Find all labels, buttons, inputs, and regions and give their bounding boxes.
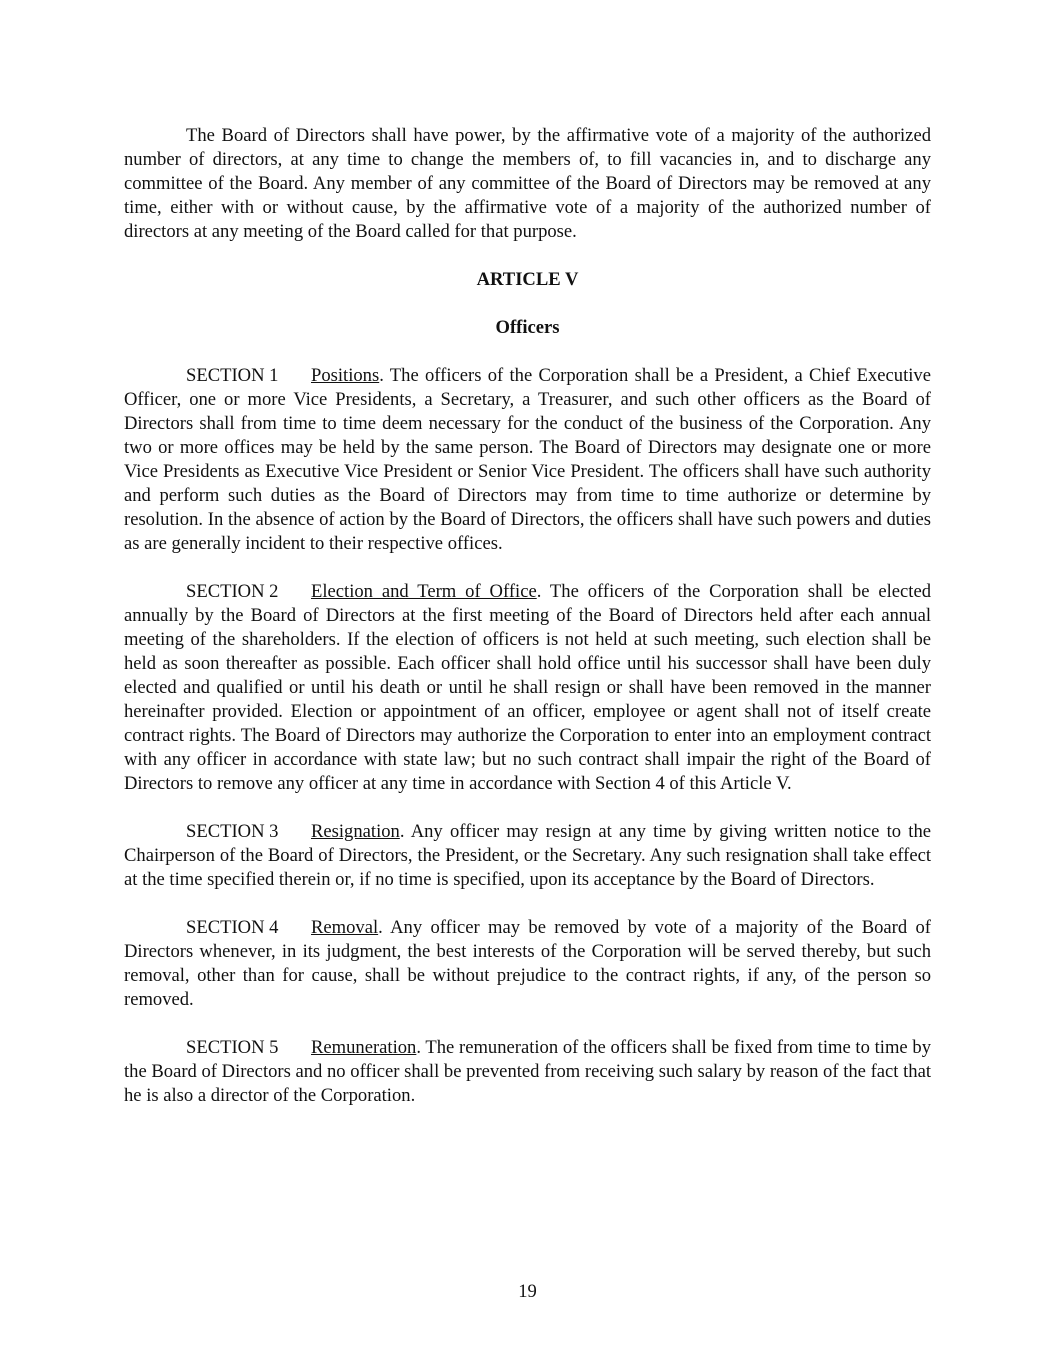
document-page [124, 124, 931, 1132]
section-title: Election and Term of Office [311, 581, 537, 602]
section-body: . The officers of the Corporation shall be a President, a Chief Executive Officer, one or more Vice Presidents, a Secretary, a Treasurer, and such other officers as the Board of Directors shall from time to time deem necessary for the conduct of the business of the Corporation. Any two or more offices may be held by the same person. The Board of Directors may designate one or more Vice Presidents as Executive Vice President or Senior Vice President. The officers shall have such authority and perform such duties as the Board of Directors may from time to time authorize or determine by resolution. In the absence of action by the Board of Directors, the officers shall have such powers and duties as are generally incident to their respective offices. [124, 365, 931, 554]
section-number: SECTION 3 [186, 821, 279, 842]
section-number: SECTION 2 [186, 581, 279, 602]
section-5 [124, 1036, 931, 1108]
section-title: Positions [311, 365, 380, 386]
section-title: Remuneration [311, 1037, 417, 1058]
section-number: SECTION 4 [186, 917, 279, 938]
section-title: Resignation [311, 821, 400, 842]
section-body: . Any officer may be removed by vote of a majority of the Board of Directors whenever, in its judgment, the best interests of the Corporation will be served thereby, but such removal, other than for cause, shall be without prejudice to the contract rights, if any, of the person so removed. [124, 917, 931, 1010]
section-number: SECTION 1 [186, 365, 279, 386]
section-4 [124, 916, 931, 1012]
section-1 [124, 364, 931, 556]
section-title: Removal [311, 917, 379, 938]
section-number: SECTION 5 [186, 1037, 279, 1058]
section-3 [124, 820, 931, 892]
article-heading: ARTICLE V [476, 269, 579, 290]
section-body: . The officers of the Corporation shall be elected annually by the Board of Directors at the first meeting of the Board of Directors held after each annual meeting of the shareholders. If the election of officers is not held at such meeting, such election shall be held as soon thereafter as possible. Each officer shall hold office until his successor shall have been duly elected and qualified or until his death or until he shall resign or shall have been removed in the manner hereinafter provided. Election or appointment of an officer, employee or agent shall not of itself create contract rights. The Board of Directors may authorize the Corporation to enter into an employment contract with any officer in accordance with state law; but no such contract shall impair the right of the Board of Directors to remove any officer at any time in accordance with Section 4 of this Article V. [124, 581, 931, 794]
section-body: . Any officer may resign at any time by giving written notice to the Chairperson of the Board of Directors, the President, or the Secretary. Any such resignation shall take effect at the time specified therein or, if no time is specified, upon its acceptance by the Board of Directors. [124, 821, 931, 890]
section-body: . The remuneration of the officers shall be fixed from time to time by the Board of Directors and no officer shall be prevented from receiving such salary by reason of the fact that he is also a director of the Corporation. [124, 1037, 931, 1106]
article-title: Officers [495, 317, 560, 338]
page-number: 19 [518, 1281, 537, 1302]
section-2 [124, 580, 931, 796]
intro-paragraph: The Board of Directors shall have power, by the affirmative vote of a majority of the authorized number of directors, at any time to change the members of, to fill vacancies in, and to discharge any committee of the Board. Any member of any committee of the Board of Directors may be removed at any time, either with or without cause, by the affirmative vote of a majority of the authorized number of directors at any meeting of the Board called for that purpose. [124, 125, 931, 242]
